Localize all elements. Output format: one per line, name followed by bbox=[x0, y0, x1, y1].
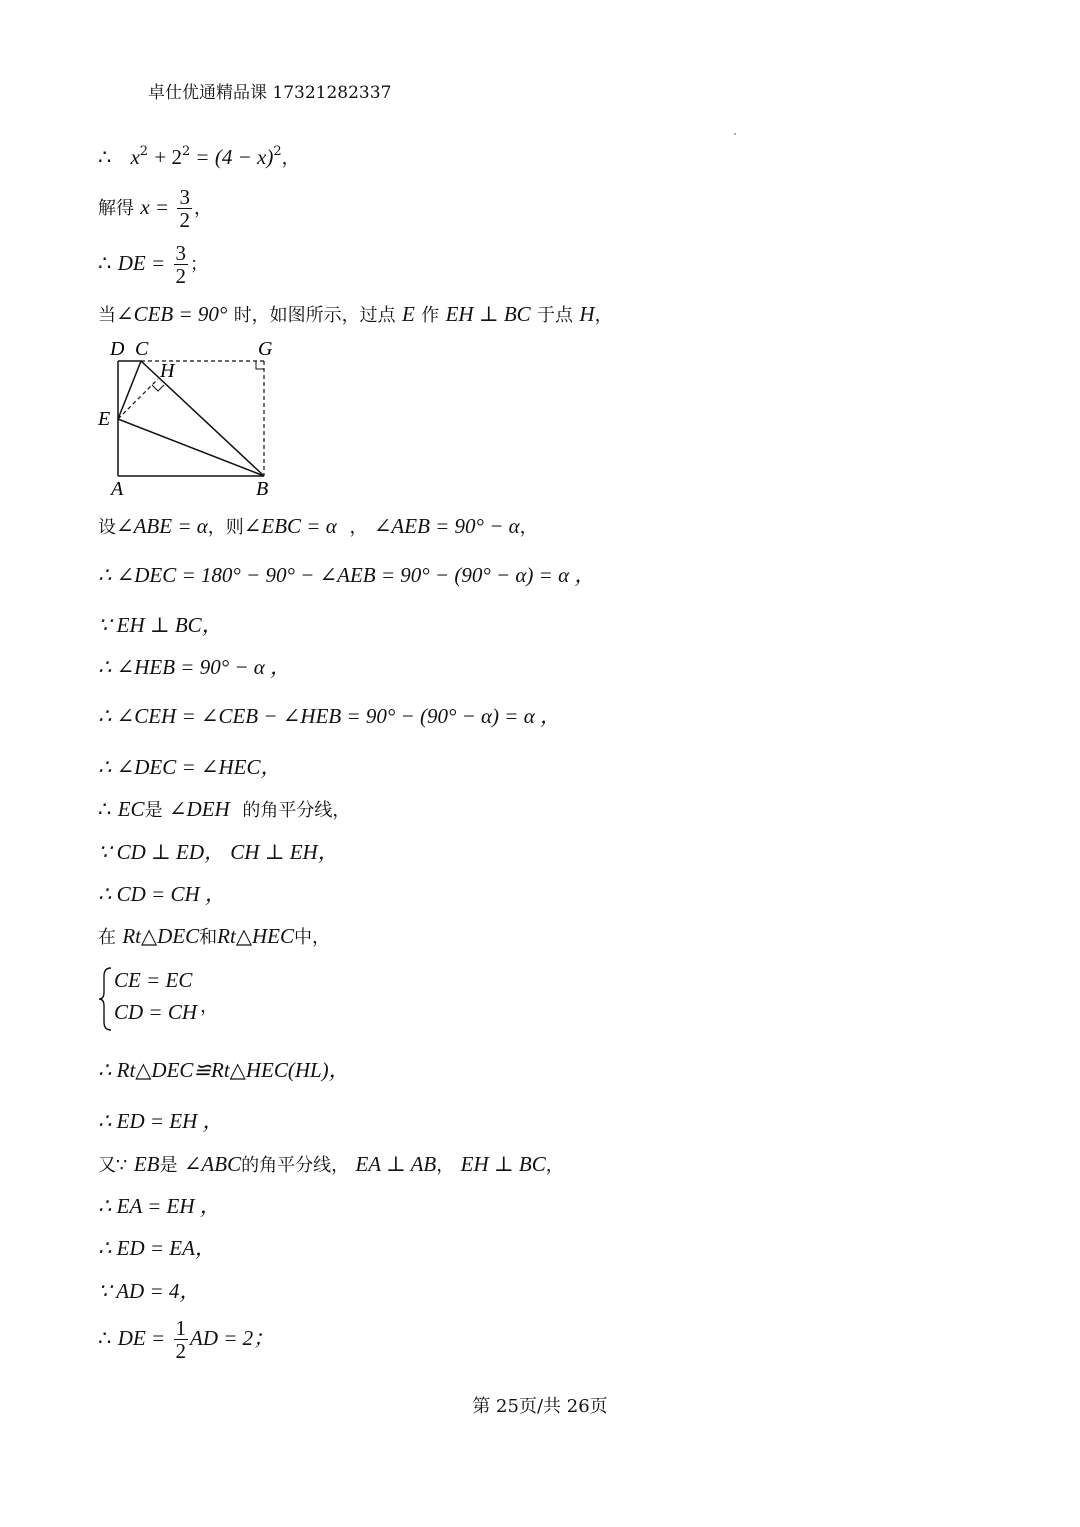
text-line-11: ∴ EC是 ∠DEH 的角平分线， bbox=[98, 797, 351, 821]
label-C: C bbox=[135, 338, 149, 360]
label-B: B bbox=[256, 478, 269, 500]
equation-system: CE = EC CD = CH ， bbox=[98, 966, 258, 1032]
text-line-19: ∴ EA = EH ， bbox=[98, 1194, 221, 1218]
equation-line-1: ∴ $x^2 + 2^2 = (4 - x)^2$， bbox=[98, 144, 300, 169]
text-line-21: ∵ AD = 4， bbox=[98, 1279, 201, 1303]
page-footer: 第 25页/共 26页 bbox=[472, 1396, 608, 1417]
equation-line-3: ∴ DE = $\frac{3}{2}$ ； bbox=[98, 241, 209, 288]
text-line-12: ∵ CD ⊥ ED， CH ⊥ EH， bbox=[98, 840, 339, 864]
fraction: $\frac{3}{2}$ bbox=[175, 241, 187, 288]
text-line-18: 又∵ EB是 ∠ABC的角平分线， EA ⊥ AB， EH ⊥ BC， bbox=[98, 1152, 564, 1176]
label-G: G bbox=[258, 338, 273, 360]
right-angle-mark-H bbox=[152, 385, 164, 391]
text-line-22: ∴ DE = $\frac{1}{2}$ AD = 2； bbox=[98, 1316, 275, 1363]
right-angle-mark-G bbox=[256, 361, 264, 369]
text-line-5: 设∠ABE = α，则∠EBC = α ， ∠AEB = 90° − α， bbox=[98, 514, 538, 538]
brace-icon bbox=[98, 966, 114, 1032]
text-line-7: ∵ EH ⊥ BC， bbox=[98, 613, 223, 637]
text-line-14: 在 Rt△DEC和Rt△HEC中， bbox=[98, 924, 330, 948]
text-line-10: ∴ ∠DEC = ∠HEC， bbox=[98, 755, 282, 779]
fraction: $\frac{1}{2}$ bbox=[175, 1316, 187, 1363]
geometry-figure bbox=[94, 335, 294, 505]
text-line-8: ∴ ∠HEB = 90° − α ， bbox=[98, 655, 292, 679]
fraction: $\frac{3}{2}$ bbox=[179, 185, 190, 232]
segment-EC bbox=[118, 361, 141, 419]
text-line-13: ∴ CD = CH ， bbox=[98, 882, 226, 906]
label-H: H bbox=[160, 360, 175, 382]
text-line-16: ∴ Rt△DEC≌Rt△HEC(HL)， bbox=[98, 1058, 350, 1082]
text-line-17: ∴ ED = EH ， bbox=[98, 1109, 224, 1133]
segment-EB bbox=[118, 419, 264, 476]
text-line-20: ∴ ED = EA， bbox=[98, 1236, 216, 1260]
label-E: E bbox=[98, 408, 111, 430]
text-line-4: 当∠CEB = 90° 时，如图所示，过点 E 作 EH ⊥ BC 于点 H， bbox=[98, 302, 613, 326]
text-line-6: ∴ ∠DEC = 180° − 90° − ∠AEB = 90° − (90° − α) = α ， bbox=[98, 563, 596, 587]
stray-dot bbox=[734, 133, 736, 135]
text-line-9: ∴ ∠CEH = ∠CEB − ∠HEB = 90° − (90° − α) = α ， bbox=[98, 704, 561, 728]
label-A: A bbox=[111, 478, 124, 500]
equation-line-2: 解得 x = $\frac{3}{2}$ ， bbox=[98, 185, 212, 232]
label-D: D bbox=[110, 338, 125, 360]
page-header: 卓仕优通精品课 17321282337 bbox=[148, 83, 392, 103]
